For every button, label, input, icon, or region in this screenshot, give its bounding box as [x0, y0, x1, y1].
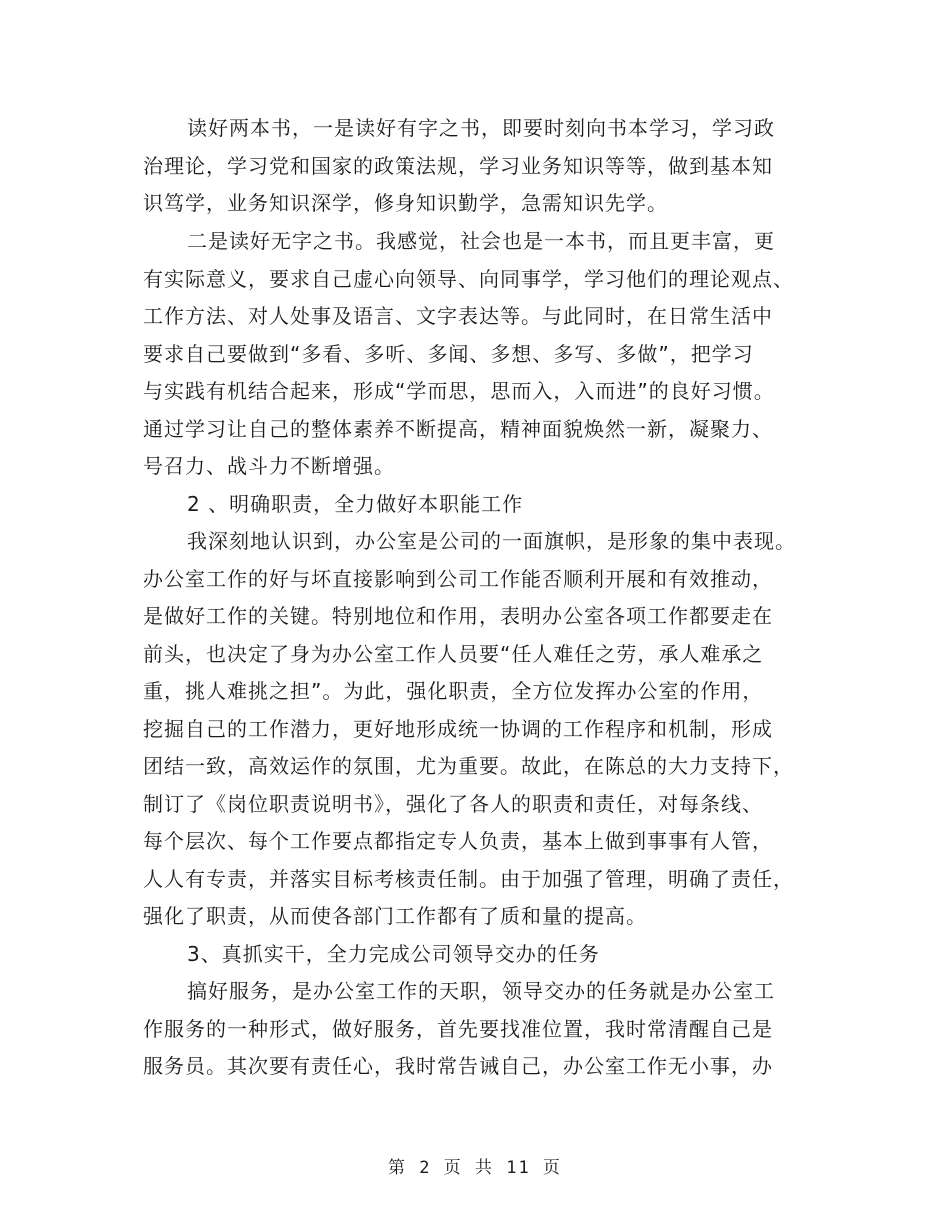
paragraph-line: 搞好服务，是办公室工作的天职，领导交办的任务就是办公室工 — [187, 979, 775, 1003]
paragraph-line: 是做好工作的关键。特别地位和作用，表明办公室各项工作都要走在 — [143, 604, 773, 628]
paragraph-line: 服务员。其次要有责任心，我时常告诫自己，办公室工作无小事，办 — [143, 1054, 773, 1078]
paragraph-line: 二是读好无字之书。我感觉，社会也是一本书，而且更丰富，更 — [187, 229, 775, 253]
paragraph-line: 号召力、战斗力不断增强。 — [143, 454, 395, 478]
paragraph-line: 要求自己要做到“多看、多听、多闻、多想、多写、多做”，把学习 — [143, 342, 754, 366]
paragraph-line: 识笃学，业务知识深学，修身知识勤学，急需知识先学。 — [143, 191, 668, 215]
paragraph-line: 我深刻地认识到，办公室是公司的一面旗帜，是形象的集中表现。 — [187, 529, 796, 553]
paragraph-line: 作服务的一种形式，做好服务，首先要找准位置，我时常清醒自己是 — [143, 1017, 773, 1041]
paragraph-line: 团结一致，高效运作的氛围，尤为重要。故此，在陈总的大力支持下， — [143, 754, 794, 778]
paragraph-line: 每个层次、每个工作要点都指定专人负责，基本上做到事事有人管， — [143, 829, 773, 853]
paragraph-line: 办公室工作的好与坏直接影响到公司工作能否顺利开展和有效推动， — [143, 567, 773, 591]
paragraph-line: 强化了职责，从而使各部门工作都有了质和量的提高。 — [143, 904, 647, 928]
paragraph-line: 有实际意义，要求自己虚心向领导、向同事学，学习他们的理论观点、 — [143, 267, 794, 291]
paragraph-line: 前头，也决定了身为办公室工作人员要“任人难任之劳，承人难承之 — [143, 642, 764, 666]
paragraph-line: 治理论，学习党和国家的政策法规，学习业务知识等等，做到基本知 — [143, 154, 773, 178]
page-footer: 第 2 页 共 11 页 — [388, 1158, 562, 1178]
section-heading: 3、真抓实干，全力完成公司领导交办的任务 — [187, 942, 600, 966]
paragraph-line: 工作方法、对人处事及语言、文字表达等。与此同时，在日常生活中 — [143, 304, 773, 328]
paragraph-line: 与实践有机结合起来，形成“学而思，思而入，入而进”的良好习惯。 — [143, 379, 775, 403]
paragraph-line: 读好两本书，一是读好有字之书，即要时刻向书本学习，学习政 — [187, 116, 775, 140]
paragraph-line: 制订了《岗位职责说明书》，强化了各人的职责和责任，对每条线、 — [143, 792, 763, 816]
paragraph-line: 通过学习让自己的整体素养不断提高，精神面貌焕然一新，凝聚力、 — [143, 417, 773, 441]
paragraph-line: 重，挑人难挑之担”。为此，强化职责，全方位发挥办公室的作用， — [143, 679, 764, 703]
paragraph-line: 人人有专责，并落实目标考核责任制。由于加强了管理，明确了责任， — [143, 867, 794, 891]
paragraph-line: 挖掘自己的工作潜力，更好地形成统一协调的工作程序和机制，形成 — [143, 717, 773, 741]
section-heading: 2 、明确职责，全力做好本职能工作 — [187, 492, 524, 516]
